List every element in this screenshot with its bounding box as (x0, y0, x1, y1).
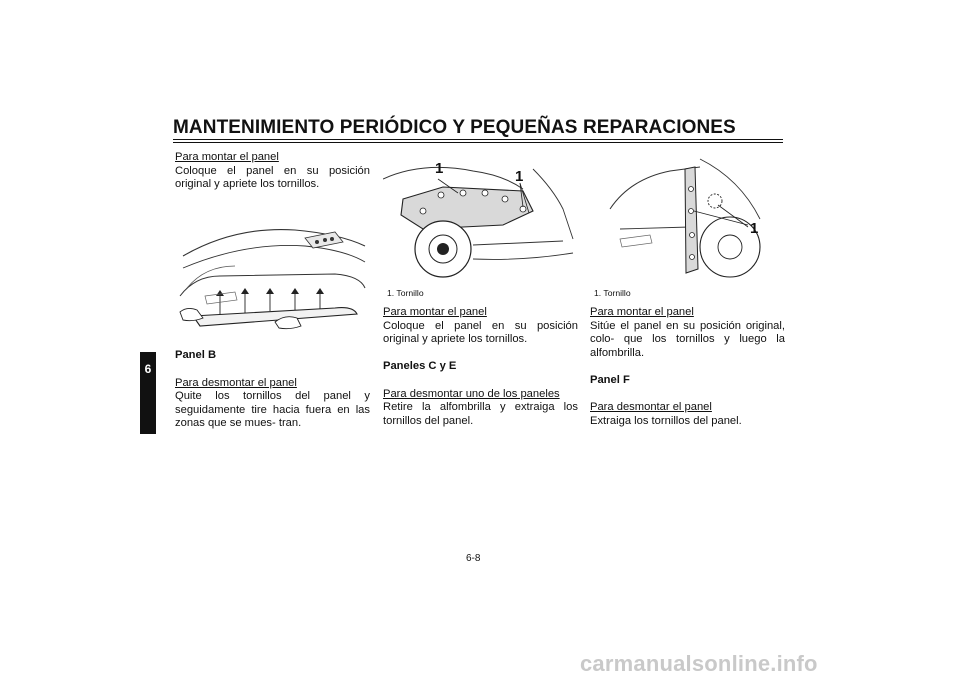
column-3 (590, 306, 785, 428)
scooter-panel-f-illustration (590, 149, 785, 283)
paragraph-install-3: Sitúe el panel en su posición original, colo- que los tornillos y luego la alfombrilla. (590, 319, 785, 359)
subheading-install-2: Para montar el panel (383, 306, 487, 318)
heading-panels-c-e: Paneles C y E (383, 360, 457, 373)
page-number: 6-8 (466, 553, 481, 564)
paragraph-install: Coloque el panel en su posición original y apriete los tornillos. (175, 164, 370, 191)
watermark: carmanualsonline.info (580, 651, 818, 676)
scooter-panel-a-illustration (175, 196, 370, 336)
title-rule (173, 139, 783, 140)
paragraph-remove: Quite los tornillos del panel y seguidamente tire hacia fuera en las zonas que se mues- tran. (175, 390, 370, 430)
subheading-remove-2: Para desmontar uno de los paneles (383, 387, 560, 400)
page-title: MANTENIMIENTO PERIÓDICO Y PEQUEÑAS REPARACIONES (173, 117, 736, 138)
figure-caption-1: 1. Tornillo (387, 288, 424, 298)
column-2 (383, 306, 578, 428)
column-1 (175, 151, 370, 431)
figure-caption-2: 1. Tornillo (594, 288, 631, 298)
heading-panel-f: Panel F (590, 373, 630, 386)
callout-1a: 1 (435, 160, 444, 177)
paragraph-remove-2: Retire la alfombrilla y extraiga los tornillos del panel. (383, 401, 578, 427)
subheading-install: Para montar el panel (175, 151, 279, 163)
callout-1b: 1 (515, 168, 524, 185)
paragraph-remove-3: Extraiga los tornillos del panel. (590, 414, 742, 427)
callout-1: 1 (750, 220, 759, 237)
title-rule-thin (173, 142, 783, 143)
scooter-panels-c-e-illustration (383, 149, 578, 283)
chapter-tab: 6 (140, 352, 156, 434)
heading-panel-b: Panel B (175, 349, 217, 362)
subheading-install-3: Para montar el panel (590, 306, 694, 318)
paragraph-install-2: Coloque el panel en su posición original y apriete los tornillos. (383, 319, 578, 346)
subheading-remove: Para desmontar el panel (175, 376, 297, 389)
subheading-remove-3: Para desmontar el panel (590, 401, 712, 414)
